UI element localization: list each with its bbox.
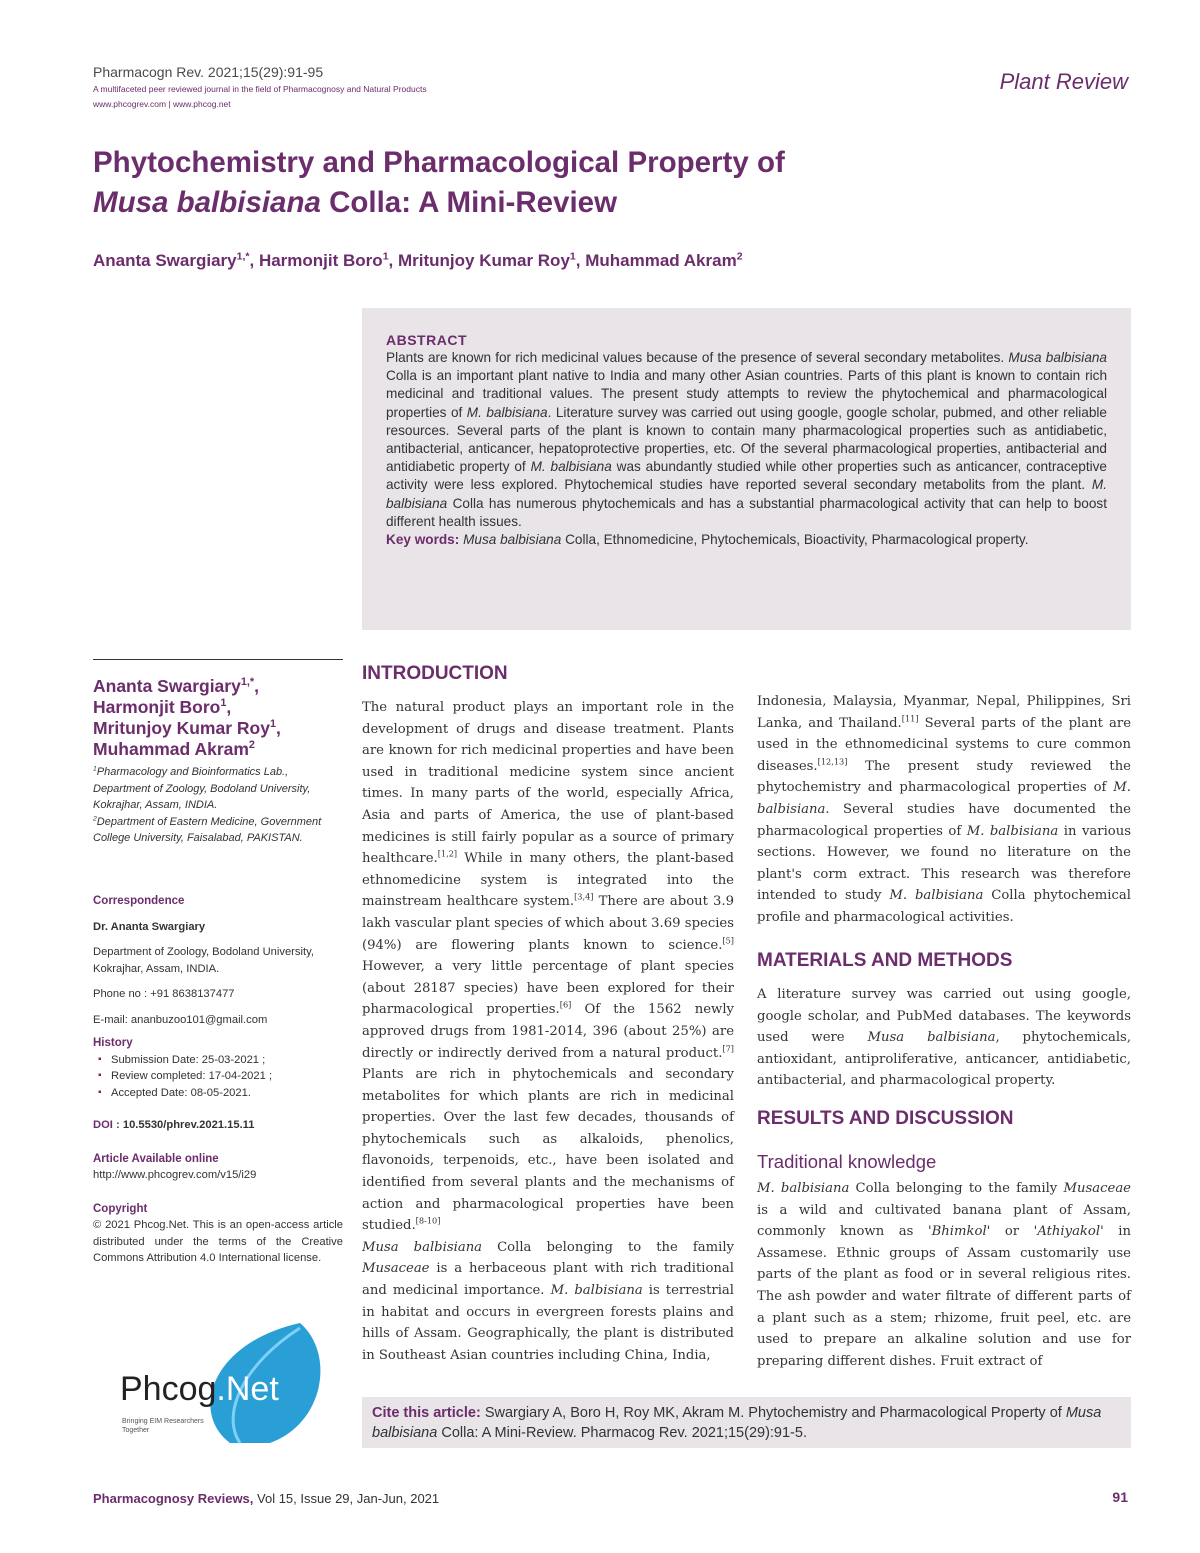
- logo-tagline: Bringing EIM Researchers Together: [122, 1418, 204, 1434]
- methods-text-part: A literature survey was carried out using google, google scholar, and PubMed databases. The keywords used were: [757, 987, 1131, 1046]
- sidebar-author-sup: 1,*: [240, 676, 255, 689]
- author-name: Mritunjoy Kumar Roy: [398, 251, 570, 270]
- title-species: Musa balbisiana: [93, 186, 321, 219]
- journal-website: www.phcogrev.com | www.phcog.net: [93, 99, 231, 109]
- author-list: Ananta Swargiary$^{1,*}$, Harmonjit Boro$^1$, Mritunjoy Kumar Roy$^1$, Muhammad Akram$^2$: [93, 250, 743, 270]
- sidebar-author-name: Mritunjoy Kumar Roy: [93, 718, 270, 738]
- intro-text: Colla belonging to the family: [482, 1239, 735, 1255]
- sidebar-author-name: Ananta Swargiary: [93, 676, 241, 696]
- results-text: [757, 1178, 1131, 1372]
- author-name: Muhammad Akram: [585, 251, 737, 270]
- doi-value[interactable]: 10.5530/phrev.2021.15.11: [122, 1119, 255, 1131]
- abstract-species: Musa balbisiana: [1008, 350, 1107, 365]
- intro-text: is terrestrial in habitat and occurs in evergreen forests plains and hills of Assam. Geographically, the plant is distributed in Southeast Asian countries including China, India,: [362, 1283, 734, 1363]
- reference-marker[interactable]: [12,13]: [817, 756, 848, 767]
- sidebar-divider: [93, 659, 343, 660]
- abstract-text-part: was abundantly studied while other properties such as anticancer, contraceptive activity were less explored. Phytochemical studies have reported several secondary metabolits from the plant.: [386, 459, 1107, 493]
- cite-text: Colla: A Mini-Review. Pharmacog Rev. 2021;15(29):91-5.: [437, 1425, 807, 1441]
- intro-text: Colla phytochemical profile and pharmacological activities.: [757, 888, 1131, 925]
- methods-species: Musa balbisiana: [867, 1030, 996, 1046]
- results-species: M. balbisiana: [757, 1181, 850, 1196]
- correspondence-email[interactable]: E-mail: ananbuzoo101@gmail.com: [93, 1013, 268, 1026]
- intro-text: Plants are rich in phytochemicals and secondary metabolites for which plants are rich in medicinal properties. Over the last few decades, thousands of phytochemicals such as alkaloids, phenolics, flavonoids, terpenoids, etc., have been isolated and identified from several plants and the mechanisms of action and pharmacological properties have been studied.: [362, 1067, 734, 1234]
- intro-text: in various sections. However, we found no literature on the plant's corm extract. This research was therefore intended to study: [757, 823, 1131, 904]
- intro-species: M. balbisiana: [550, 1283, 643, 1299]
- cite-species: Musa balbisiana: [372, 1405, 1102, 1441]
- abstract-text-part: Colla has numerous phytochemicals and has a substantial pharmacological activity that can help to boost different health issues.: [386, 495, 1107, 529]
- correspondence-block: [93, 893, 343, 1267]
- author-name: Harmonjit Boro: [258, 251, 383, 270]
- sidebar-author-name: Harmonjit Boro: [93, 697, 221, 717]
- keywords-species: Musa balbisiana: [463, 532, 562, 548]
- methods-text-part: , phytochemicals, antioxidant, antiproliferative, anticancer, antidiabetic, antibacterial, and pharmacological property.: [757, 1030, 1132, 1089]
- affiliation-sup: 1: [93, 765, 97, 773]
- author-affiliation-sup: 1,*: [236, 250, 250, 263]
- reference-marker[interactable]: [1,2]: [437, 848, 458, 859]
- results-text-part: ' or ': [986, 1224, 1038, 1240]
- doi-line[interactable]: [93, 1117, 343, 1134]
- author-affiliation-sup: 2: [736, 250, 743, 263]
- intro-text: While in many others, the plant-based ethnomedicine system is integrated into the mainstream healthcare system.: [362, 851, 734, 910]
- intro-text: . Several studies have documented the pharmacological properties of: [757, 801, 1131, 839]
- abstract-text: [386, 349, 1107, 549]
- abstract-species: M. balbisiana: [466, 404, 548, 420]
- correspondence-name: Dr. Ananta Swargiary: [93, 920, 206, 933]
- logo-text-net: .Net: [216, 1370, 279, 1408]
- cite-label: Cite this article:: [372, 1405, 485, 1421]
- abstract-text-part: . Literature survey was carried out using google, google scholar, pubmed, and other reliable resources. Several parts of the plant is known to contain many pharmacological properties such as antidiabetic, antibacterial, anticancer, hepatoprotective properties, etc. Of the several pharmacological properties, antibacterial and antidiabetic property of: [386, 404, 1107, 475]
- intro-text: The natural product plays an important role in the development of drugs and disease treatment. Plants are known for rich medicinal properties and have been used in traditional medicine system since ancient times. In many parts of the world, especially Africa, Asia and parts of America, the use of plant-based medicines is still fairly popular as a source of primary healthcare.: [362, 700, 734, 867]
- reference-marker[interactable]: [5]: [722, 935, 734, 946]
- results-text-part: Colla belonging to the family: [849, 1181, 1064, 1196]
- methods-text: [757, 984, 1131, 1092]
- intro-species: M. balbisiana: [757, 780, 1131, 817]
- sidebar-author-sep: ,: [276, 718, 281, 738]
- online-url[interactable]: http://www.phcogrev.com/v15/i29: [93, 1169, 257, 1181]
- journal-tagline: A multifaceted peer reviewed journal in the field of Pharmacognosy and Natural Products: [93, 84, 427, 94]
- abstract-heading: ABSTRACT: [386, 332, 467, 348]
- results-heading: RESULTS AND DISCUSSION: [757, 1108, 1014, 1129]
- introduction-column-1: [362, 697, 734, 1366]
- sidebar-author-sup: 1: [220, 697, 227, 710]
- doi-label: DOI :: [93, 1119, 123, 1131]
- journal-citation-line: Pharmacogn Rev. 2021;15(29):91-95: [93, 64, 324, 80]
- affiliation-2: Department of Eastern Medicine, Government College University, Faisalabad, PAKISTAN.: [93, 815, 322, 844]
- intro-text: Several parts of the plant are used in the ethnomedicinal systems to cure common diseases.: [757, 715, 1131, 774]
- article-title: [93, 143, 953, 223]
- author-affiliation-sup: 1: [382, 250, 389, 263]
- introduction-heading: INTRODUCTION: [362, 663, 508, 684]
- abstract-species: M. balbisiana: [530, 459, 612, 475]
- logo-text-main: Phcog: [120, 1370, 217, 1408]
- abstract-text-part: Colla is an important plant native to India and many other Asian countries. Parts of this plant is known to contain rich medicinal and traditional values. The present study attempts to review the phytochemical and pharmacological properties of: [386, 368, 1107, 420]
- results-family: Musaceae: [1063, 1181, 1131, 1196]
- intro-family: Musaceae: [362, 1261, 430, 1277]
- footer-issue: Vol 15, Issue 29, Jan-Jun, 2021: [253, 1491, 440, 1506]
- cite-text: Swargiary A, Boro H, Roy MK, Akram M. Phytochemistry and Pharmacological Property of: [484, 1405, 1066, 1421]
- traditional-knowledge-subheading: Traditional knowledge: [757, 1151, 937, 1172]
- history-item: ▪ Accepted Date: 08-05-2021.: [111, 1085, 343, 1102]
- reference-marker[interactable]: [8-10]: [415, 1215, 441, 1226]
- sidebar-author-sup: 2: [248, 739, 255, 752]
- history-heading: History: [93, 1037, 133, 1049]
- results-text-part: ' in Assamese. Ethnic groups of Assam customarily use parts of the plant as food or in several religious rites. The ash powder and water filtrate of different parts of a plant such as a stem; rhizome, fruit peel, etc. are used to prepare an alkaline solution and use for preparing different dishes. Fruit extract of: [757, 1224, 1131, 1369]
- keywords-label: Key words:: [386, 532, 464, 548]
- abstract-box: [362, 308, 1131, 630]
- keywords-text: Colla, Ethnomedicine, Phytochemicals, Bioactivity, Pharmacological property.: [561, 532, 1029, 548]
- affiliation-sup: 2: [93, 814, 97, 822]
- affiliation-1: Pharmacology and Bioinformatics Lab., Department of Zoology, Bodoland University, Kokrajhar, Assam, INDIA.: [93, 766, 311, 811]
- local-name: Athiyakol: [1037, 1224, 1101, 1240]
- author-affiliation-sup: 1: [569, 250, 576, 263]
- intro-text: Of the 1562 newly approved drugs from 1981-2014, 396 (about 25%) are directly or indirectly derived from a natural product.: [362, 1002, 734, 1061]
- intro-text: However, a very little percentage of plant species (about 28187 species) have been explored for their pharmacological properties.: [362, 959, 734, 1018]
- page-number: 91: [1112, 1489, 1128, 1505]
- local-name: Bhimkol: [931, 1224, 987, 1240]
- sidebar-author-sep: ,: [254, 676, 259, 696]
- reference-marker[interactable]: [7]: [722, 1043, 734, 1054]
- copyright-heading: Copyright: [93, 1202, 148, 1215]
- introduction-column-2: [757, 691, 1131, 929]
- reference-marker[interactable]: [11]: [901, 713, 919, 724]
- results-text-part: is a wild and cultivated banana plant of Assam, commonly known as ': [757, 1202, 1131, 1240]
- section-label: Plant Review: [999, 69, 1128, 94]
- history-list: [93, 1052, 343, 1102]
- online-heading: Article Available online: [93, 1152, 219, 1165]
- author-name: Ananta Swargiary: [93, 251, 237, 270]
- page-footer: [93, 1491, 439, 1506]
- history-item: ▪ Review completed: 17-04-2021 ;: [111, 1068, 343, 1085]
- abstract-species: M. balbisiana: [386, 477, 1107, 511]
- sidebar-author-sep: ,: [226, 697, 232, 717]
- sidebar-author-name: Muhammad Akram: [93, 739, 249, 759]
- title-line-1: Phytochemistry and Pharmacological Property of: [93, 146, 785, 179]
- intro-text: The present study reviewed the phytochemistry and pharmacological properties of: [757, 758, 1131, 796]
- logo-wordmark: [120, 1370, 279, 1409]
- correspondence-phone: Phone no : +91 8638137477: [93, 988, 235, 1000]
- reference-marker[interactable]: [6]: [559, 999, 572, 1010]
- intro-species: M. balbisiana: [966, 823, 1059, 839]
- intro-species: Musa balbisiana: [362, 1239, 483, 1255]
- intro-species: M. balbisiana: [889, 888, 984, 904]
- correspondence-address: Department of Zoology, Bodoland University, Kokrajhar, Assam, INDIA.: [93, 946, 314, 975]
- intro-text: is a herbaceous plant with rich traditional and medicinal importance.: [362, 1261, 734, 1299]
- intro-text: Indonesia, Malaysia, Myanmar, Nepal, Philippines, Sri Lanka, and Thailand.: [757, 694, 1131, 731]
- history-item: ▪ Submission Date: 25-03-2021 ;: [111, 1052, 343, 1069]
- affiliations: [93, 764, 343, 847]
- intro-text: There are about 3.9 lakh vascular plant species of which about 3.69 species (94%) are flowering plants known to science.: [362, 894, 734, 953]
- cite-this-article-box: [362, 1397, 1131, 1448]
- reference-marker[interactable]: [3,4]: [574, 891, 594, 902]
- footer-journal: Pharmacognosy Reviews,: [93, 1491, 254, 1506]
- sidebar-author-sup: 1: [269, 718, 276, 731]
- methods-heading: MATERIALS AND METHODS: [757, 950, 1013, 971]
- copyright-text: © 2021 Phcog.Net. This is an open-access article distributed under the terms of the Creative Commons Attribution 4.0 International license.: [93, 1219, 343, 1264]
- correspondence-heading: Correspondence: [93, 895, 185, 907]
- sidebar-author-list: [93, 676, 343, 760]
- abstract-text-part: Plants are known for rich medicinal values because of the presence of several secondary metabolites.: [386, 350, 1009, 365]
- title-line-2: Colla: A Mini-Review: [320, 186, 618, 219]
